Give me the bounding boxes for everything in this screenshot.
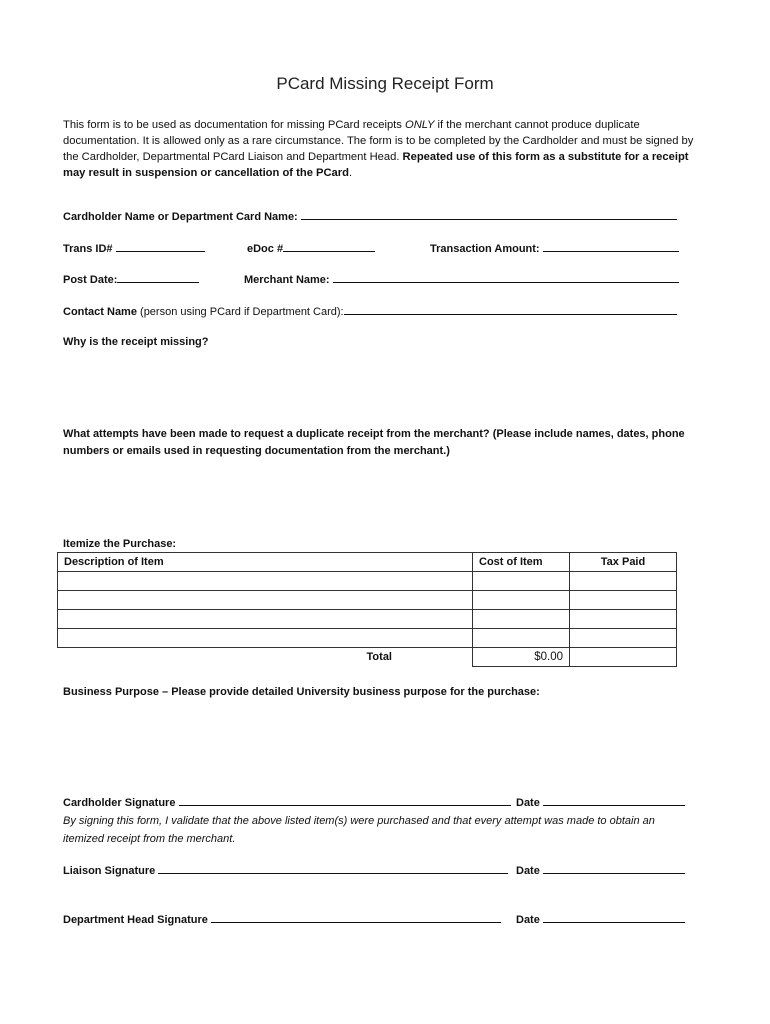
attempts-question-line2: numbers or emails used in requesting documentation from the merchant.) [63, 445, 450, 457]
edoc-label: eDoc # [247, 243, 284, 255]
tax-cell[interactable] [570, 591, 677, 610]
why-missing-answer-area[interactable] [63, 356, 683, 416]
transaction-amount-label: Transaction Amount: [430, 243, 540, 255]
transaction-amount-row [430, 241, 679, 255]
merchant-name-row [244, 272, 679, 286]
merchant-name-label: Merchant Name: [244, 274, 330, 286]
intro-paragraph [63, 117, 703, 181]
table-row [58, 591, 677, 610]
total-value: $0.00 [473, 648, 570, 667]
post-date-field[interactable] [117, 272, 199, 283]
contact-name-field[interactable] [344, 304, 677, 315]
intro-text-2: if the merchant cannot produce duplicate documentation. It is allowed only as a rare circumstance. The form is to be completed by the Cardholder and must be signed by the Cardholder, Departmental PCard Liaison and Department Head. [63, 119, 694, 163]
business-purpose-area[interactable] [63, 706, 683, 786]
cardholder-date-field[interactable] [543, 795, 685, 806]
liaison-signature-row [63, 863, 508, 877]
post-date-label: Post Date: [63, 274, 118, 286]
total-label-cell [58, 648, 473, 667]
intro-warning: Repeated use of this form as a substitute for a receipt may result in suspension or cancellation of the PCard [63, 151, 689, 179]
form-title: PCard Missing Receipt Form [276, 74, 494, 93]
business-purpose-label: Business Purpose – Please provide detailed University business purpose for the purchase: [63, 686, 540, 698]
signature-note-line1: By signing this form, I validate that the above listed item(s) were purchased and that every attempt was made to obtain an [63, 815, 655, 827]
merchant-name-field[interactable] [333, 272, 679, 283]
cardholder-signature-label: Cardholder Signature [63, 797, 176, 809]
attempts-answer-area[interactable] [63, 466, 683, 531]
transaction-amount-field[interactable] [543, 241, 679, 252]
contact-name-label: Contact Name [63, 306, 137, 318]
total-tax-cell[interactable] [570, 648, 677, 667]
cardholder-name-row [63, 209, 677, 223]
liaison-signature-label: Liaison Signature [63, 865, 156, 877]
intro-end: . [348, 167, 353, 179]
intro-only: ONLY [405, 119, 435, 131]
total-row [58, 648, 677, 667]
liaison-date-label: Date [516, 865, 540, 877]
contact-name-row [63, 304, 677, 318]
itemize-header-row [58, 553, 677, 572]
dept-head-date-row [516, 912, 685, 926]
table-row [58, 629, 677, 648]
table-row [58, 572, 677, 591]
cost-cell[interactable] [473, 610, 570, 629]
cardholder-name-label: Cardholder Name or Department Card Name: [63, 211, 298, 223]
liaison-date-row [516, 863, 685, 877]
cost-cell[interactable] [473, 629, 570, 648]
dept-head-date-field[interactable] [543, 912, 685, 923]
cardholder-date-label: Date [516, 797, 540, 809]
why-missing-question: Why is the receipt missing? [63, 336, 209, 348]
cardholder-signature-field[interactable] [179, 795, 511, 806]
col-tax: Tax Paid [570, 553, 677, 572]
tax-cell[interactable] [570, 629, 677, 648]
description-cell[interactable] [58, 572, 473, 591]
intro-text-1: This form is to be used as documentation for missing PCard receipts [63, 119, 405, 131]
signature-note-line2: itemized receipt from the merchant. [63, 833, 236, 845]
col-description: Description of Item [58, 553, 473, 572]
liaison-date-field[interactable] [543, 863, 685, 874]
post-date-row [63, 272, 199, 286]
cardholder-signature-row [63, 795, 511, 809]
col-cost: Cost of Item [473, 553, 570, 572]
edoc-row [247, 241, 375, 255]
cardholder-name-field[interactable] [301, 209, 677, 220]
dept-head-signature-field[interactable] [211, 912, 501, 923]
table-row [58, 610, 677, 629]
itemize-table [57, 552, 677, 667]
dept-head-signature-label: Department Head Signature [63, 914, 208, 926]
description-cell[interactable] [58, 629, 473, 648]
dept-head-date-label: Date [516, 914, 540, 926]
trans-id-row [63, 241, 205, 255]
cardholder-date-row [516, 795, 685, 809]
cost-cell[interactable] [473, 591, 570, 610]
contact-name-note: (person using PCard if Department Card): [136, 306, 344, 318]
tax-cell[interactable] [570, 610, 677, 629]
description-cell[interactable] [58, 610, 473, 629]
tax-cell[interactable] [570, 572, 677, 591]
trans-id-field[interactable] [116, 241, 205, 252]
itemize-heading: Itemize the Purchase: [63, 538, 177, 550]
edoc-field[interactable] [283, 241, 375, 252]
cost-cell[interactable] [473, 572, 570, 591]
total-label: Total [366, 651, 392, 664]
description-cell[interactable] [58, 591, 473, 610]
liaison-signature-field[interactable] [158, 863, 508, 874]
trans-id-label: Trans ID# [63, 243, 113, 255]
dept-head-signature-row [63, 912, 501, 926]
attempts-question-line1: What attempts have been made to request a duplicate receipt from the merchant? (Please include names, dates, phone [63, 428, 685, 440]
